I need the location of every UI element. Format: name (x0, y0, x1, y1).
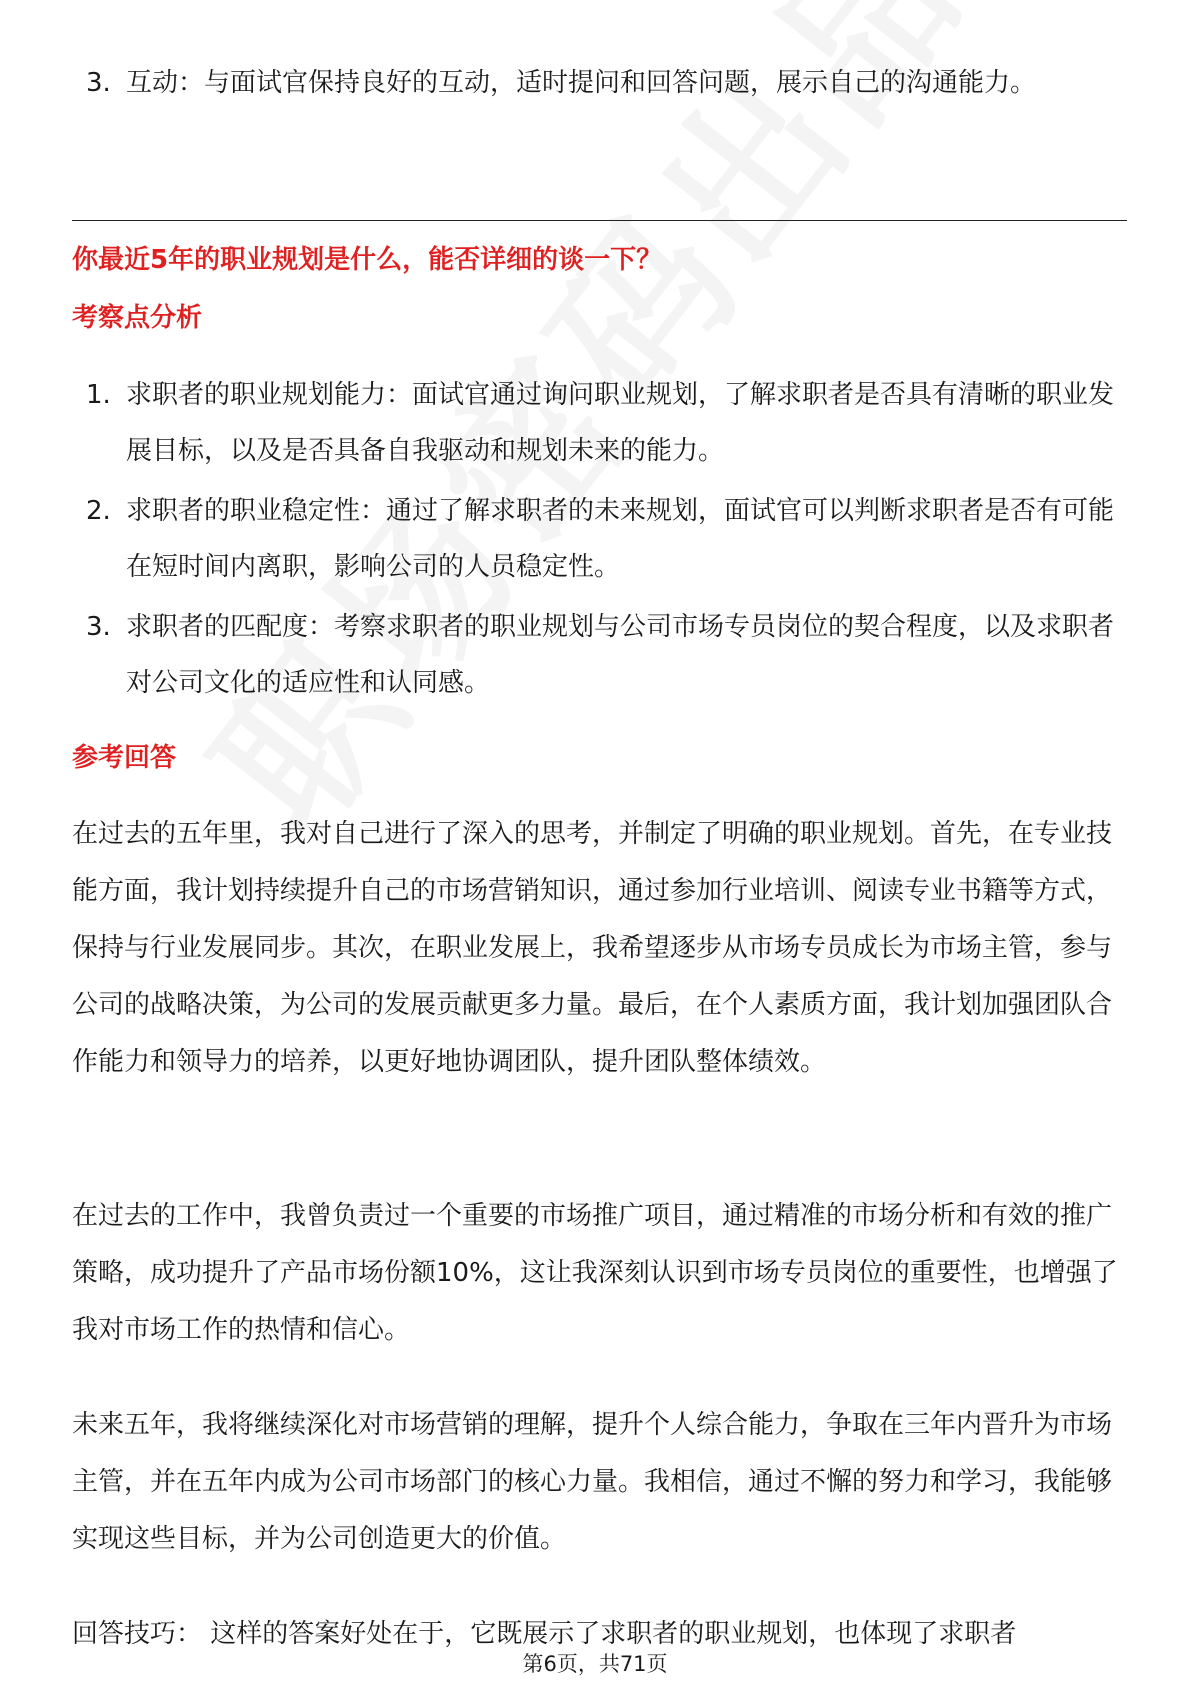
list-text: 互动：与面试官保持良好的互动，适时提问和回答问题，展示自己的沟通能力。 (126, 68, 1037, 98)
answer-heading: 参考回答 (72, 743, 177, 773)
answer-tip-paragraph: 回答技巧： 这样的答案好处在于，它既展示了求职者的职业规划，也体现了求职者 (72, 1619, 1017, 1649)
list-number: 1. (86, 380, 111, 410)
page-number: 第6页，共71页 (522, 1652, 668, 1676)
analysis-list (72, 367, 1127, 715)
intro-list (72, 55, 1127, 111)
list-item (72, 483, 1127, 595)
list-item (72, 599, 1127, 711)
analysis-heading: 考察点分析 (72, 303, 203, 333)
answer-paragraph: 在过去的五年里，我对自己进行了深入的思考，并制定了明确的职业规划。首先，在专业技能方面，我计划持续提升自己的市场营销知识，通过参加行业培训、阅读专业书籍等方式，保持与行业发展同步。其次，在职业发展上，我希望逐步从市场专员成长为市场主管，参与公司的战略决策，为公司的发展贡献更多力量。最后，在个人素质方面，我计划加强团队合作能力和领导力的培养，以更好地协调团队，提升团队整体绩效。 (72, 819, 1113, 1077)
answer-paragraph: 未来五年，我将继续深化对市场营销的理解，提升个人综合能力，争取在三年内晋升为市场主管，并在五年内成为公司市场部门的核心力量。我相信，通过不懈的努力和学习，我能够实现这些目标，并为公司创造更大的价值。 (72, 1410, 1113, 1554)
list-item (72, 367, 1127, 479)
answer-paragraph: 在过去的工作中，我曾负责过一个重要的市场推广项目，通过精准的市场分析和有效的推广策略，成功提升了产品市场份额10%，这让我深刻认识到市场专员岗位的重要性，也增强了我对市场工作的热情和信心。 (72, 1201, 1118, 1345)
section-divider (72, 220, 1127, 221)
list-number: 2. (86, 496, 111, 526)
list-text: 求职者的职业规划能力：面试官通过询问职业规划，了解求职者是否具有清晰的职业发展目标，以及是否具备自我驱动和规划未来的能力。 (126, 380, 1115, 466)
list-text: 求职者的匹配度：考察求职者的职业规划与公司市场专员岗位的契合程度，以及求职者对公司文化的适应性和认同感。 (126, 612, 1115, 698)
question-heading: 你最近5年的职业规划是什么，能否详细的谈一下？ (72, 245, 663, 275)
list-number: 3. (86, 612, 111, 642)
list-number: 3. (86, 68, 111, 98)
list-item (72, 55, 1127, 111)
list-text: 求职者的职业稳定性：通过了解求职者的未来规划，面试官可以判断求职者是否有可能在短时间内离职，影响公司的人员稳定性。 (126, 496, 1115, 582)
